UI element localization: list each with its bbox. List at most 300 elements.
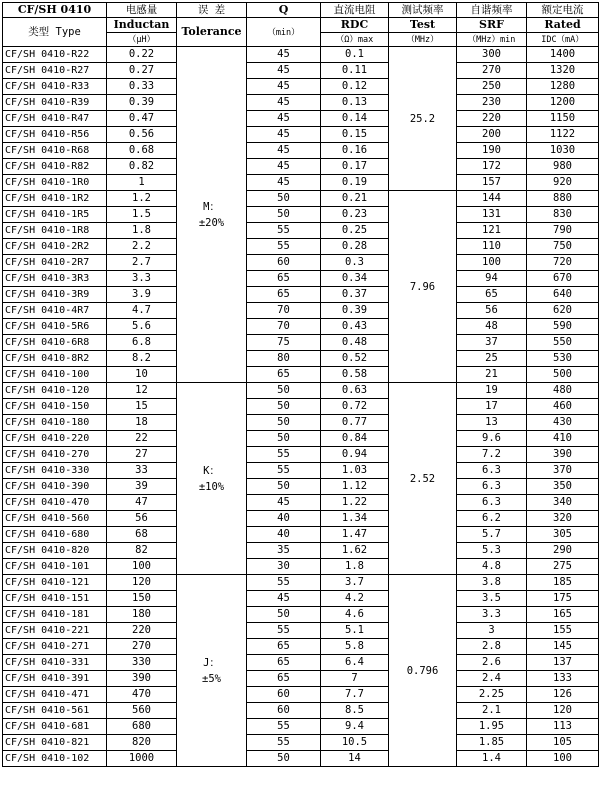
cell-type: CF/SH 0410-2R2 [3,239,107,255]
cell-rdc: 5.8 [321,639,389,655]
header-inductance-unit: （μH） [107,33,177,47]
cell-q: 80 [247,351,321,367]
cell-srf: 2.8 [457,639,527,655]
cell-q: 50 [247,399,321,415]
cell-srf: 2.25 [457,687,527,703]
cell-q: 65 [247,367,321,383]
cell-q: 50 [247,607,321,623]
tolerance-value: ±20% [198,216,225,229]
cell-inductance: 3.3 [107,271,177,287]
cell-inductance: 2.7 [107,255,177,271]
cell-q: 45 [247,591,321,607]
cell-srf: 5.3 [457,543,527,559]
cell-inductance: 820 [107,735,177,751]
cell-inductance: 3.9 [107,287,177,303]
cell-rdc: 0.52 [321,351,389,367]
cell-q: 55 [247,447,321,463]
cell-q: 65 [247,287,321,303]
cell-rdc: 0.25 [321,223,389,239]
cell-q: 70 [247,303,321,319]
cell-type: CF/SH 0410-102 [3,751,107,767]
cell-inductance: 8.2 [107,351,177,367]
cell-rated-current: 1122 [527,127,599,143]
cell-inductance: 47 [107,495,177,511]
cell-inductance: 18 [107,415,177,431]
cell-rdc: 0.15 [321,127,389,143]
cell-inductance: 1000 [107,751,177,767]
table-row [3,399,599,415]
cell-type: CF/SH 0410-560 [3,511,107,527]
table-row [3,367,599,383]
cell-srf: 3.5 [457,591,527,607]
cell-rdc: 0.28 [321,239,389,255]
cell-rated-current: 480 [527,383,599,399]
cell-q: 30 [247,559,321,575]
tolerance-value: ±10% [198,480,225,493]
cell-q: 65 [247,271,321,287]
cell-type: CF/SH 0410-151 [3,591,107,607]
cell-srf: 230 [457,95,527,111]
table-row [3,447,599,463]
cell-q: 55 [247,223,321,239]
table-row [3,655,599,671]
cell-type: CF/SH 0410-100 [3,367,107,383]
cell-q: 45 [247,63,321,79]
cell-rdc: 1.34 [321,511,389,527]
cell-type: CF/SH 0410-680 [3,527,107,543]
header-q-unit: （min） [247,18,321,47]
cell-type: CF/SH 0410-R68 [3,143,107,159]
cell-rdc: 4.2 [321,591,389,607]
cell-srf: 94 [457,271,527,287]
cell-rated-current: 320 [527,511,599,527]
cell-inductance: 0.33 [107,79,177,95]
cell-type: CF/SH 0410-390 [3,479,107,495]
cell-inductance: 2.2 [107,239,177,255]
cell-type: CF/SH 0410-120 [3,383,107,399]
cell-inductance: 680 [107,719,177,735]
cell-rated-current: 830 [527,207,599,223]
table-row [3,559,599,575]
cell-q: 55 [247,239,321,255]
table-row [3,735,599,751]
cell-type: CF/SH 0410-3R9 [3,287,107,303]
cell-q: 45 [247,95,321,111]
cell-q: 50 [247,751,321,767]
cell-rated-current: 640 [527,287,599,303]
header-rdc-unit: （Ω）max [321,33,389,47]
cell-srf: 121 [457,223,527,239]
table-row [3,335,599,351]
table-row [3,239,599,255]
cell-srf: 2.4 [457,671,527,687]
cell-type: CF/SH 0410-R47 [3,111,107,127]
cell-q: 60 [247,687,321,703]
cell-rdc: 0.16 [321,143,389,159]
cell-rated-current: 165 [527,607,599,623]
cell-inductance: 390 [107,671,177,687]
cell-srf: 3 [457,623,527,639]
cell-rdc: 0.3 [321,255,389,271]
cell-rdc: 0.37 [321,287,389,303]
cell-inductance: 27 [107,447,177,463]
cell-q: 45 [247,47,321,63]
cell-inductance: 0.56 [107,127,177,143]
cell-rated-current: 620 [527,303,599,319]
table-row [3,623,599,639]
table-row [3,255,599,271]
cell-srf: 6.3 [457,463,527,479]
cell-inductance: 0.47 [107,111,177,127]
cell-rated-current: 750 [527,239,599,255]
cell-rdc: 0.34 [321,271,389,287]
cell-srf: 250 [457,79,527,95]
cell-rdc: 7 [321,671,389,687]
cell-rated-current: 133 [527,671,599,687]
cell-type: CF/SH 0410-R27 [3,63,107,79]
table-row [3,575,599,591]
inductor-spec-table [2,2,599,767]
cell-inductance: 330 [107,655,177,671]
table-row [3,175,599,191]
cell-type: CF/SH 0410-180 [3,415,107,431]
cell-rdc: 0.21 [321,191,389,207]
cell-q: 50 [247,415,321,431]
cell-srf: 21 [457,367,527,383]
cell-inductance: 1.8 [107,223,177,239]
spec-table-body [3,47,599,767]
cell-rated-current: 350 [527,479,599,495]
cell-rdc: 0.12 [321,79,389,95]
cell-rated-current: 340 [527,495,599,511]
cell-test-frequency: 7.96 [389,191,457,383]
cell-srf: 200 [457,127,527,143]
cell-tolerance [177,47,247,383]
cell-rdc: 0.72 [321,399,389,415]
table-row [3,127,599,143]
cell-rated-current: 430 [527,415,599,431]
cell-rdc: 1.22 [321,495,389,511]
header-type-label: 类型 Type [3,18,107,47]
cell-rated-current: 1400 [527,47,599,63]
cell-srf: 190 [457,143,527,159]
header-inductance-cn: 电感量 [107,3,177,18]
table-row [3,63,599,79]
cell-rdc: 0.39 [321,303,389,319]
header-test-unit: （MHz） [389,33,457,47]
cell-rdc: 3.7 [321,575,389,591]
cell-q: 45 [247,79,321,95]
cell-q: 45 [247,159,321,175]
cell-inductance: 10 [107,367,177,383]
cell-type: CF/SH 0410-8R2 [3,351,107,367]
cell-type: CF/SH 0410-R33 [3,79,107,95]
cell-rdc: 0.48 [321,335,389,351]
table-row [3,751,599,767]
cell-type: CF/SH 0410-221 [3,623,107,639]
cell-inductance: 4.7 [107,303,177,319]
cell-srf: 144 [457,191,527,207]
cell-q: 50 [247,479,321,495]
cell-srf: 1.95 [457,719,527,735]
cell-rated-current: 880 [527,191,599,207]
cell-type: CF/SH 0410-6R8 [3,335,107,351]
cell-q: 55 [247,463,321,479]
cell-q: 55 [247,735,321,751]
cell-q: 65 [247,671,321,687]
cell-q: 45 [247,495,321,511]
cell-rdc: 1.12 [321,479,389,495]
cell-srf: 157 [457,175,527,191]
cell-rated-current: 105 [527,735,599,751]
cell-rated-current: 370 [527,463,599,479]
cell-inductance: 6.8 [107,335,177,351]
cell-type: CF/SH 0410-5R6 [3,319,107,335]
cell-q: 35 [247,543,321,559]
cell-rdc: 0.19 [321,175,389,191]
cell-inductance: 0.27 [107,63,177,79]
header-rated-unit: IDC（mA） [527,33,599,47]
cell-type: CF/SH 0410-330 [3,463,107,479]
cell-test-frequency: 0.796 [389,575,457,767]
header-rdc-en: RDC [321,18,389,33]
header-srf-cn: 自谐频率 [457,3,527,18]
cell-q: 65 [247,655,321,671]
header-inductance-en: Inductan [107,18,177,33]
table-row [3,671,599,687]
cell-srf: 6.2 [457,511,527,527]
table-row [3,719,599,735]
cell-rdc: 5.1 [321,623,389,639]
table-row [3,527,599,543]
cell-rated-current: 410 [527,431,599,447]
cell-type: CF/SH 0410-471 [3,687,107,703]
cell-srf: 6.3 [457,495,527,511]
cell-type: CF/SH 0410-181 [3,607,107,623]
cell-inductance: 0.22 [107,47,177,63]
cell-srf: 65 [457,287,527,303]
cell-srf: 110 [457,239,527,255]
cell-rated-current: 670 [527,271,599,287]
cell-rated-current: 290 [527,543,599,559]
cell-rated-current: 1280 [527,79,599,95]
table-row [3,351,599,367]
table-row [3,287,599,303]
table-row [3,511,599,527]
cell-inductance: 56 [107,511,177,527]
cell-type: CF/SH 0410-821 [3,735,107,751]
cell-srf: 19 [457,383,527,399]
tolerance-value: ±5% [202,672,221,685]
cell-inductance: 0.39 [107,95,177,111]
cell-rated-current: 500 [527,367,599,383]
cell-rdc: 9.4 [321,719,389,735]
tolerance-code: M： [203,200,220,213]
cell-rated-current: 980 [527,159,599,175]
cell-inductance: 33 [107,463,177,479]
table-row [3,47,599,63]
cell-q: 50 [247,431,321,447]
cell-srf: 17 [457,399,527,415]
cell-type: CF/SH 0410-R82 [3,159,107,175]
cell-srf: 1.85 [457,735,527,751]
cell-rated-current: 100 [527,751,599,767]
tolerance-code: K： [203,464,220,477]
cell-q: 75 [247,335,321,351]
cell-type: CF/SH 0410-150 [3,399,107,415]
cell-inductance: 1 [107,175,177,191]
cell-q: 50 [247,191,321,207]
cell-rated-current: 1320 [527,63,599,79]
cell-type: CF/SH 0410-4R7 [3,303,107,319]
table-row [3,319,599,335]
cell-rated-current: 720 [527,255,599,271]
table-row [3,271,599,287]
cell-rated-current: 460 [527,399,599,415]
cell-rdc: 0.77 [321,415,389,431]
cell-rated-current: 145 [527,639,599,655]
cell-type: CF/SH 0410-331 [3,655,107,671]
cell-q: 40 [247,511,321,527]
table-row [3,687,599,703]
cell-q: 60 [247,255,321,271]
cell-tolerance [177,383,247,575]
cell-rated-current: 1150 [527,111,599,127]
header-q: Q [247,3,321,18]
cell-inductance: 5.6 [107,319,177,335]
cell-type: CF/SH 0410-R56 [3,127,107,143]
cell-rdc: 0.84 [321,431,389,447]
cell-srf: 220 [457,111,527,127]
cell-rated-current: 305 [527,527,599,543]
table-row [3,703,599,719]
cell-q: 55 [247,623,321,639]
cell-inductance: 39 [107,479,177,495]
cell-rated-current: 185 [527,575,599,591]
header-type-model: CF/SH 0410 [3,3,107,18]
cell-rdc: 0.94 [321,447,389,463]
cell-q: 45 [247,127,321,143]
header-rdc-cn: 直流电阻 [321,3,389,18]
header-srf-en: SRF [457,18,527,33]
header-test-en: Test [389,18,457,33]
cell-inductance: 470 [107,687,177,703]
cell-inductance: 0.68 [107,143,177,159]
tolerance-code: J： [203,656,220,669]
cell-q: 55 [247,719,321,735]
table-row [3,111,599,127]
cell-q: 55 [247,575,321,591]
cell-type: CF/SH 0410-681 [3,719,107,735]
cell-srf: 1.4 [457,751,527,767]
cell-q: 65 [247,639,321,655]
cell-rated-current: 275 [527,559,599,575]
cell-srf: 270 [457,63,527,79]
cell-type: CF/SH 0410-820 [3,543,107,559]
table-row [3,95,599,111]
cell-rdc: 1.8 [321,559,389,575]
table-row [3,607,599,623]
cell-srf: 2.6 [457,655,527,671]
cell-type: CF/SH 0410-2R7 [3,255,107,271]
cell-rdc: 0.14 [321,111,389,127]
cell-type: CF/SH 0410-1R5 [3,207,107,223]
cell-inductance: 0.82 [107,159,177,175]
cell-inductance: 82 [107,543,177,559]
cell-type: CF/SH 0410-1R0 [3,175,107,191]
cell-rdc: 8.5 [321,703,389,719]
cell-inductance: 220 [107,623,177,639]
table-row [3,431,599,447]
cell-rdc: 7.7 [321,687,389,703]
header-test-cn: 测试频率 [389,3,457,18]
cell-type: CF/SH 0410-271 [3,639,107,655]
cell-rated-current: 550 [527,335,599,351]
cell-srf: 172 [457,159,527,175]
cell-rated-current: 790 [527,223,599,239]
cell-rated-current: 590 [527,319,599,335]
cell-rated-current: 126 [527,687,599,703]
table-row [3,479,599,495]
cell-srf: 13 [457,415,527,431]
cell-inductance: 560 [107,703,177,719]
cell-srf: 300 [457,47,527,63]
cell-q: 45 [247,143,321,159]
header-rated-en: Rated [527,18,599,33]
cell-rdc: 0.13 [321,95,389,111]
cell-srf: 5.7 [457,527,527,543]
table-row [3,207,599,223]
table-row [3,495,599,511]
cell-type: CF/SH 0410-121 [3,575,107,591]
cell-q: 50 [247,207,321,223]
cell-rdc: 1.03 [321,463,389,479]
table-row [3,591,599,607]
cell-rdc: 14 [321,751,389,767]
table-row [3,383,599,399]
cell-type: CF/SH 0410-101 [3,559,107,575]
cell-rated-current: 530 [527,351,599,367]
table-row [3,143,599,159]
cell-tolerance [177,575,247,767]
cell-q: 40 [247,527,321,543]
cell-rated-current: 175 [527,591,599,607]
cell-srf: 131 [457,207,527,223]
cell-srf: 3.8 [457,575,527,591]
cell-q: 70 [247,319,321,335]
cell-inductance: 22 [107,431,177,447]
cell-rdc: 6.4 [321,655,389,671]
cell-q: 45 [247,175,321,191]
table-row [3,79,599,95]
cell-type: CF/SH 0410-3R3 [3,271,107,287]
cell-type: CF/SH 0410-270 [3,447,107,463]
cell-srf: 3.3 [457,607,527,623]
cell-type: CF/SH 0410-1R8 [3,223,107,239]
table-row [3,543,599,559]
cell-srf: 6.3 [457,479,527,495]
cell-srf: 25 [457,351,527,367]
table-row [3,639,599,655]
cell-type: CF/SH 0410-470 [3,495,107,511]
cell-rdc: 0.1 [321,47,389,63]
cell-type: CF/SH 0410-561 [3,703,107,719]
cell-rated-current: 137 [527,655,599,671]
cell-rdc: 0.17 [321,159,389,175]
cell-srf: 48 [457,319,527,335]
header-tolerance-cn: 误 差 [177,3,247,18]
table-row [3,463,599,479]
